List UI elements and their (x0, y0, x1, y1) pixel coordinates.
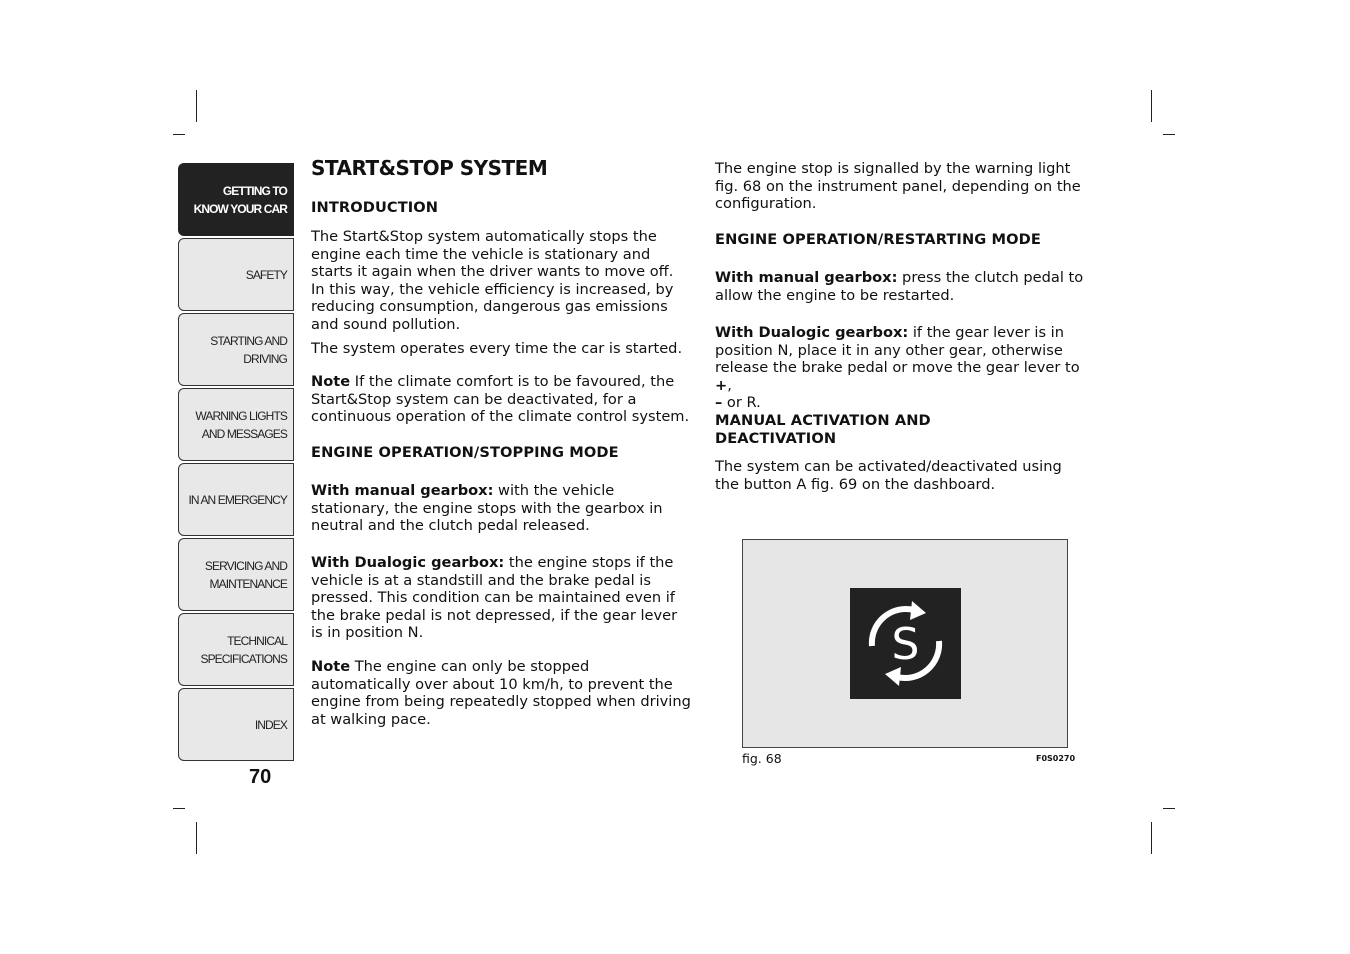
tab-warning-lights-and-messages[interactable] (178, 388, 294, 461)
bold-label: With manual gearbox: (715, 269, 898, 286)
engine-stop-signal-paragraph (715, 160, 1090, 213)
crop-mark (196, 90, 197, 122)
crop-mark (173, 134, 185, 135)
crop-mark (1163, 134, 1175, 135)
tab-label: INDEX (254, 717, 287, 732)
paragraph-text: if the gear lever is in position N, place it in any other gear, otherwise release the brake pedal or move the gear lever to (715, 324, 1080, 377)
section-heading-stopping-mode: ENGINE OPERATION/STOPPING MODE (311, 444, 619, 461)
paragraph-text: with the vehicle stationary, the engine stops with the gearbox in neutral and the clutch pedal released. (311, 482, 663, 535)
crop-mark (1151, 822, 1152, 854)
icon-letter: S (891, 619, 920, 670)
heading-line: DEACTIVATION (715, 430, 837, 447)
note-climate (311, 373, 691, 426)
note-label: Note (311, 658, 351, 675)
crop-mark (1163, 808, 1175, 809)
manual-gearbox-stop (311, 482, 693, 535)
paragraph (311, 482, 693, 535)
note-text: If the climate comfort is to be favoured, the Start&Stop system can be deactivated, for a continuous operation of the climate control system. (311, 373, 690, 426)
tab-label: IN AN EMERGENCY (188, 492, 287, 507)
manual-gearbox-restart (715, 269, 1090, 304)
bold-label: With Dualogic gearbox: (311, 554, 505, 571)
paragraph: The Start&Stop system automatically stops the engine each time the vehicle is stationary and starts it again when the driver wants to move off. In this way, the vehicle efficiency is increased, by reducing consumption, dangerous gas emissions and sound pollution. (311, 228, 674, 333)
dualogic-gearbox-restart (715, 324, 1090, 412)
figure-caption: fig. 68 (742, 751, 782, 766)
section-heading-manual-activation (715, 412, 931, 448)
tab-index[interactable] (178, 688, 294, 761)
section-heading-introduction: INTRODUCTION (311, 199, 439, 216)
plus-symbol: + (715, 376, 728, 394)
intro-paragraph (311, 228, 691, 357)
tab-in-an-emergency[interactable] (178, 463, 294, 536)
dualogic-gearbox-stop (311, 554, 693, 642)
minus-symbol: – (715, 394, 723, 412)
paragraph-text: press the clutch pedal to allow the engine to be restarted. (715, 269, 1084, 304)
note-text: The engine can only be stopped automatically over about 10 km/h, to prevent the engine from being repeatedly stopped when driving at walking pace. (311, 658, 691, 728)
tab-technical-specifications[interactable] (178, 613, 294, 686)
bold-label: With Dualogic gearbox: (715, 324, 909, 341)
tab-label: SAFETY (245, 267, 287, 282)
tab-label: TECHNICAL (227, 633, 287, 648)
paragraph (715, 324, 1090, 412)
tab-label: AND MESSAGES (201, 426, 287, 441)
section-heading-restarting-mode: ENGINE OPERATION/RESTARTING MODE (715, 231, 1041, 248)
tab-label: STARTING AND (210, 333, 287, 348)
paragraph-text: or R. (722, 394, 761, 412)
bold-label: With manual gearbox: (311, 482, 494, 499)
tab-label: DRIVING (243, 351, 287, 366)
tab-servicing-and-maintenance[interactable] (178, 538, 294, 611)
note-label: Note (311, 373, 351, 390)
tab-label: MAINTENANCE (209, 576, 287, 591)
tab-label: GETTING TO (222, 183, 287, 198)
tab-label: SERVICING AND (204, 558, 287, 573)
tab-getting-to-know-your-car[interactable] (178, 163, 294, 236)
paragraph (311, 658, 693, 728)
paragraph: The system can be activated/deactivated using the button A fig. 69 on the dashboard. (715, 458, 1062, 493)
tab-label: SPECIFICATIONS (200, 651, 287, 666)
paragraph (311, 373, 691, 426)
tab-label: WARNING LIGHTS (195, 408, 287, 423)
page-title: START&STOP SYSTEM (311, 156, 548, 180)
paragraph (715, 269, 1090, 304)
tab-starting-and-driving[interactable] (178, 313, 294, 386)
start-stop-warning-icon (850, 588, 961, 699)
figure-code: F0S0270 (1036, 754, 1076, 763)
note-speed (311, 658, 693, 728)
paragraph-text: the engine stops if the vehicle is at a standstill and the brake pedal is pressed. This condition can be maintained even if the brake pedal is not depressed, if the gear lever is in position N. (311, 554, 678, 642)
activation-paragraph (715, 458, 1090, 493)
comma: , (727, 376, 732, 394)
tab-safety[interactable] (178, 238, 294, 311)
start-stop-symbol (850, 588, 961, 699)
crop-mark (196, 822, 197, 854)
paragraph (311, 554, 693, 642)
figure-68 (742, 539, 1068, 748)
tab-label: KNOW YOUR CAR (193, 201, 287, 216)
page-number: 70 (249, 766, 272, 788)
heading-line: MANUAL ACTIVATION AND (715, 412, 931, 429)
paragraph: The system operates every time the car is started. (311, 339, 683, 357)
crop-mark (1151, 90, 1152, 122)
crop-mark (173, 808, 185, 809)
paragraph: The engine stop is signalled by the warning light fig. 68 on the instrument panel, depending on the configuration. (715, 160, 1081, 213)
